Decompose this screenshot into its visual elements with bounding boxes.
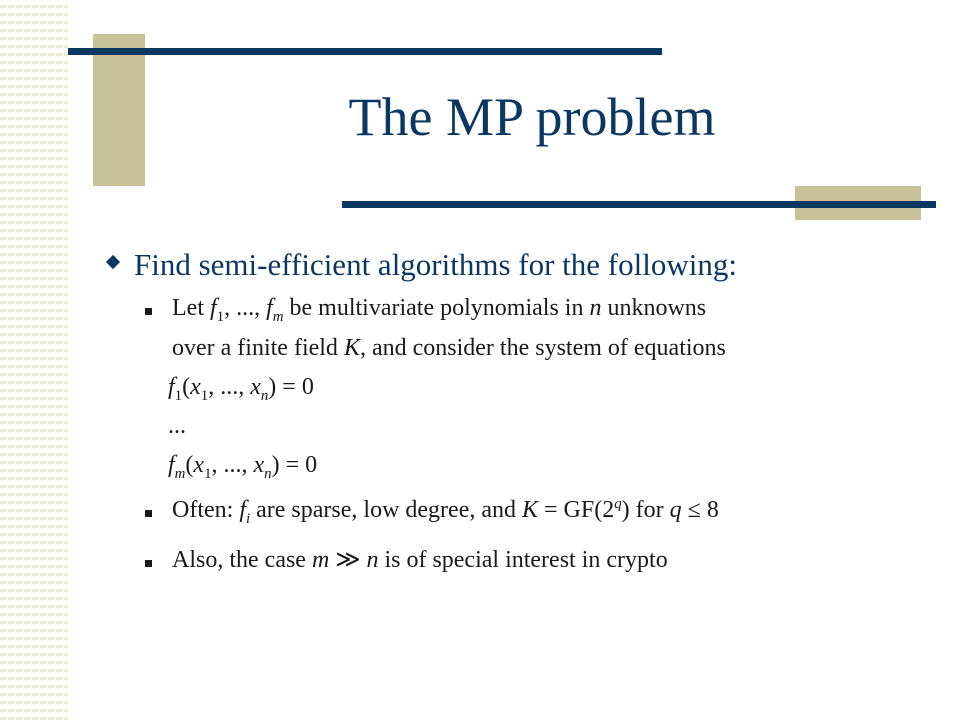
text-span: , and consider the system of equations xyxy=(359,335,726,361)
square-bullet-icon xyxy=(145,510,152,517)
text-span: K xyxy=(522,497,539,523)
text-span: over a finite field xyxy=(172,335,344,361)
text-span: x xyxy=(250,374,261,400)
text-span: m xyxy=(174,465,186,482)
text-span: ( xyxy=(185,452,194,478)
text-span: ) = 0 xyxy=(268,374,314,400)
equation-2 xyxy=(168,451,317,484)
text-span: = GF(2 xyxy=(538,497,615,523)
main-bullet-text: Find semi-efficient algorithms for the following: xyxy=(134,247,737,282)
text-span: ≫ xyxy=(329,547,367,573)
text-span: f xyxy=(239,497,246,523)
square-bullet-icon xyxy=(145,308,152,315)
text-span: Let xyxy=(172,295,210,321)
equation-ellipsis: ... xyxy=(168,413,186,439)
text-span: ≤ 8 xyxy=(681,497,719,523)
text-span: ( xyxy=(182,374,191,400)
text-span: n xyxy=(366,547,379,573)
text-span: K xyxy=(343,335,360,361)
text-span: , ..., xyxy=(224,295,267,321)
diamond-bullet-icon xyxy=(106,255,120,269)
text-span: ) for xyxy=(621,497,670,523)
sub-bullet-1-line-2 xyxy=(172,334,726,363)
text-span: Also, the case xyxy=(172,547,312,573)
text-span: n xyxy=(589,295,602,321)
decorative-rule-right xyxy=(342,201,936,208)
text-span: unknowns xyxy=(601,295,707,321)
text-span: f xyxy=(168,452,175,478)
text-span: be multivariate polynomials in xyxy=(283,295,590,321)
text-span: 1 xyxy=(200,387,209,404)
text-span: q xyxy=(669,497,682,523)
text-span: n xyxy=(260,387,269,404)
text-span: 1 xyxy=(174,387,183,404)
sub-bullet-2 xyxy=(172,496,719,529)
slide-title: The MP problem xyxy=(348,87,716,147)
text-span: f xyxy=(168,374,175,400)
equation-1 xyxy=(168,373,314,406)
text-span: f xyxy=(266,295,273,321)
text-span: 1 xyxy=(204,465,212,482)
text-span: ) = 0 xyxy=(271,452,318,478)
text-span: q xyxy=(614,496,622,512)
main-bullet xyxy=(108,246,737,283)
text-span: x xyxy=(193,452,205,478)
text-span: , ..., xyxy=(208,374,251,400)
text-span: x xyxy=(190,374,201,400)
text-span: is of special interest in crypto xyxy=(378,547,668,573)
text-span: x xyxy=(253,452,265,478)
text-span: m xyxy=(311,547,330,573)
text-span: are sparse, low degree, and xyxy=(250,497,522,523)
text-span: f xyxy=(209,295,217,321)
sub-bullet-3 xyxy=(172,546,668,575)
text-span: 1 xyxy=(216,308,225,325)
text-span: m xyxy=(272,308,284,325)
square-bullet-icon xyxy=(145,560,152,567)
decorative-rule-top xyxy=(68,48,662,55)
text-span: , ..., xyxy=(211,452,254,478)
text-span: Often: xyxy=(172,497,240,523)
text-span: i xyxy=(245,510,251,527)
sub-bullet-1-line-1 xyxy=(172,294,706,327)
text-span: n xyxy=(264,465,272,482)
